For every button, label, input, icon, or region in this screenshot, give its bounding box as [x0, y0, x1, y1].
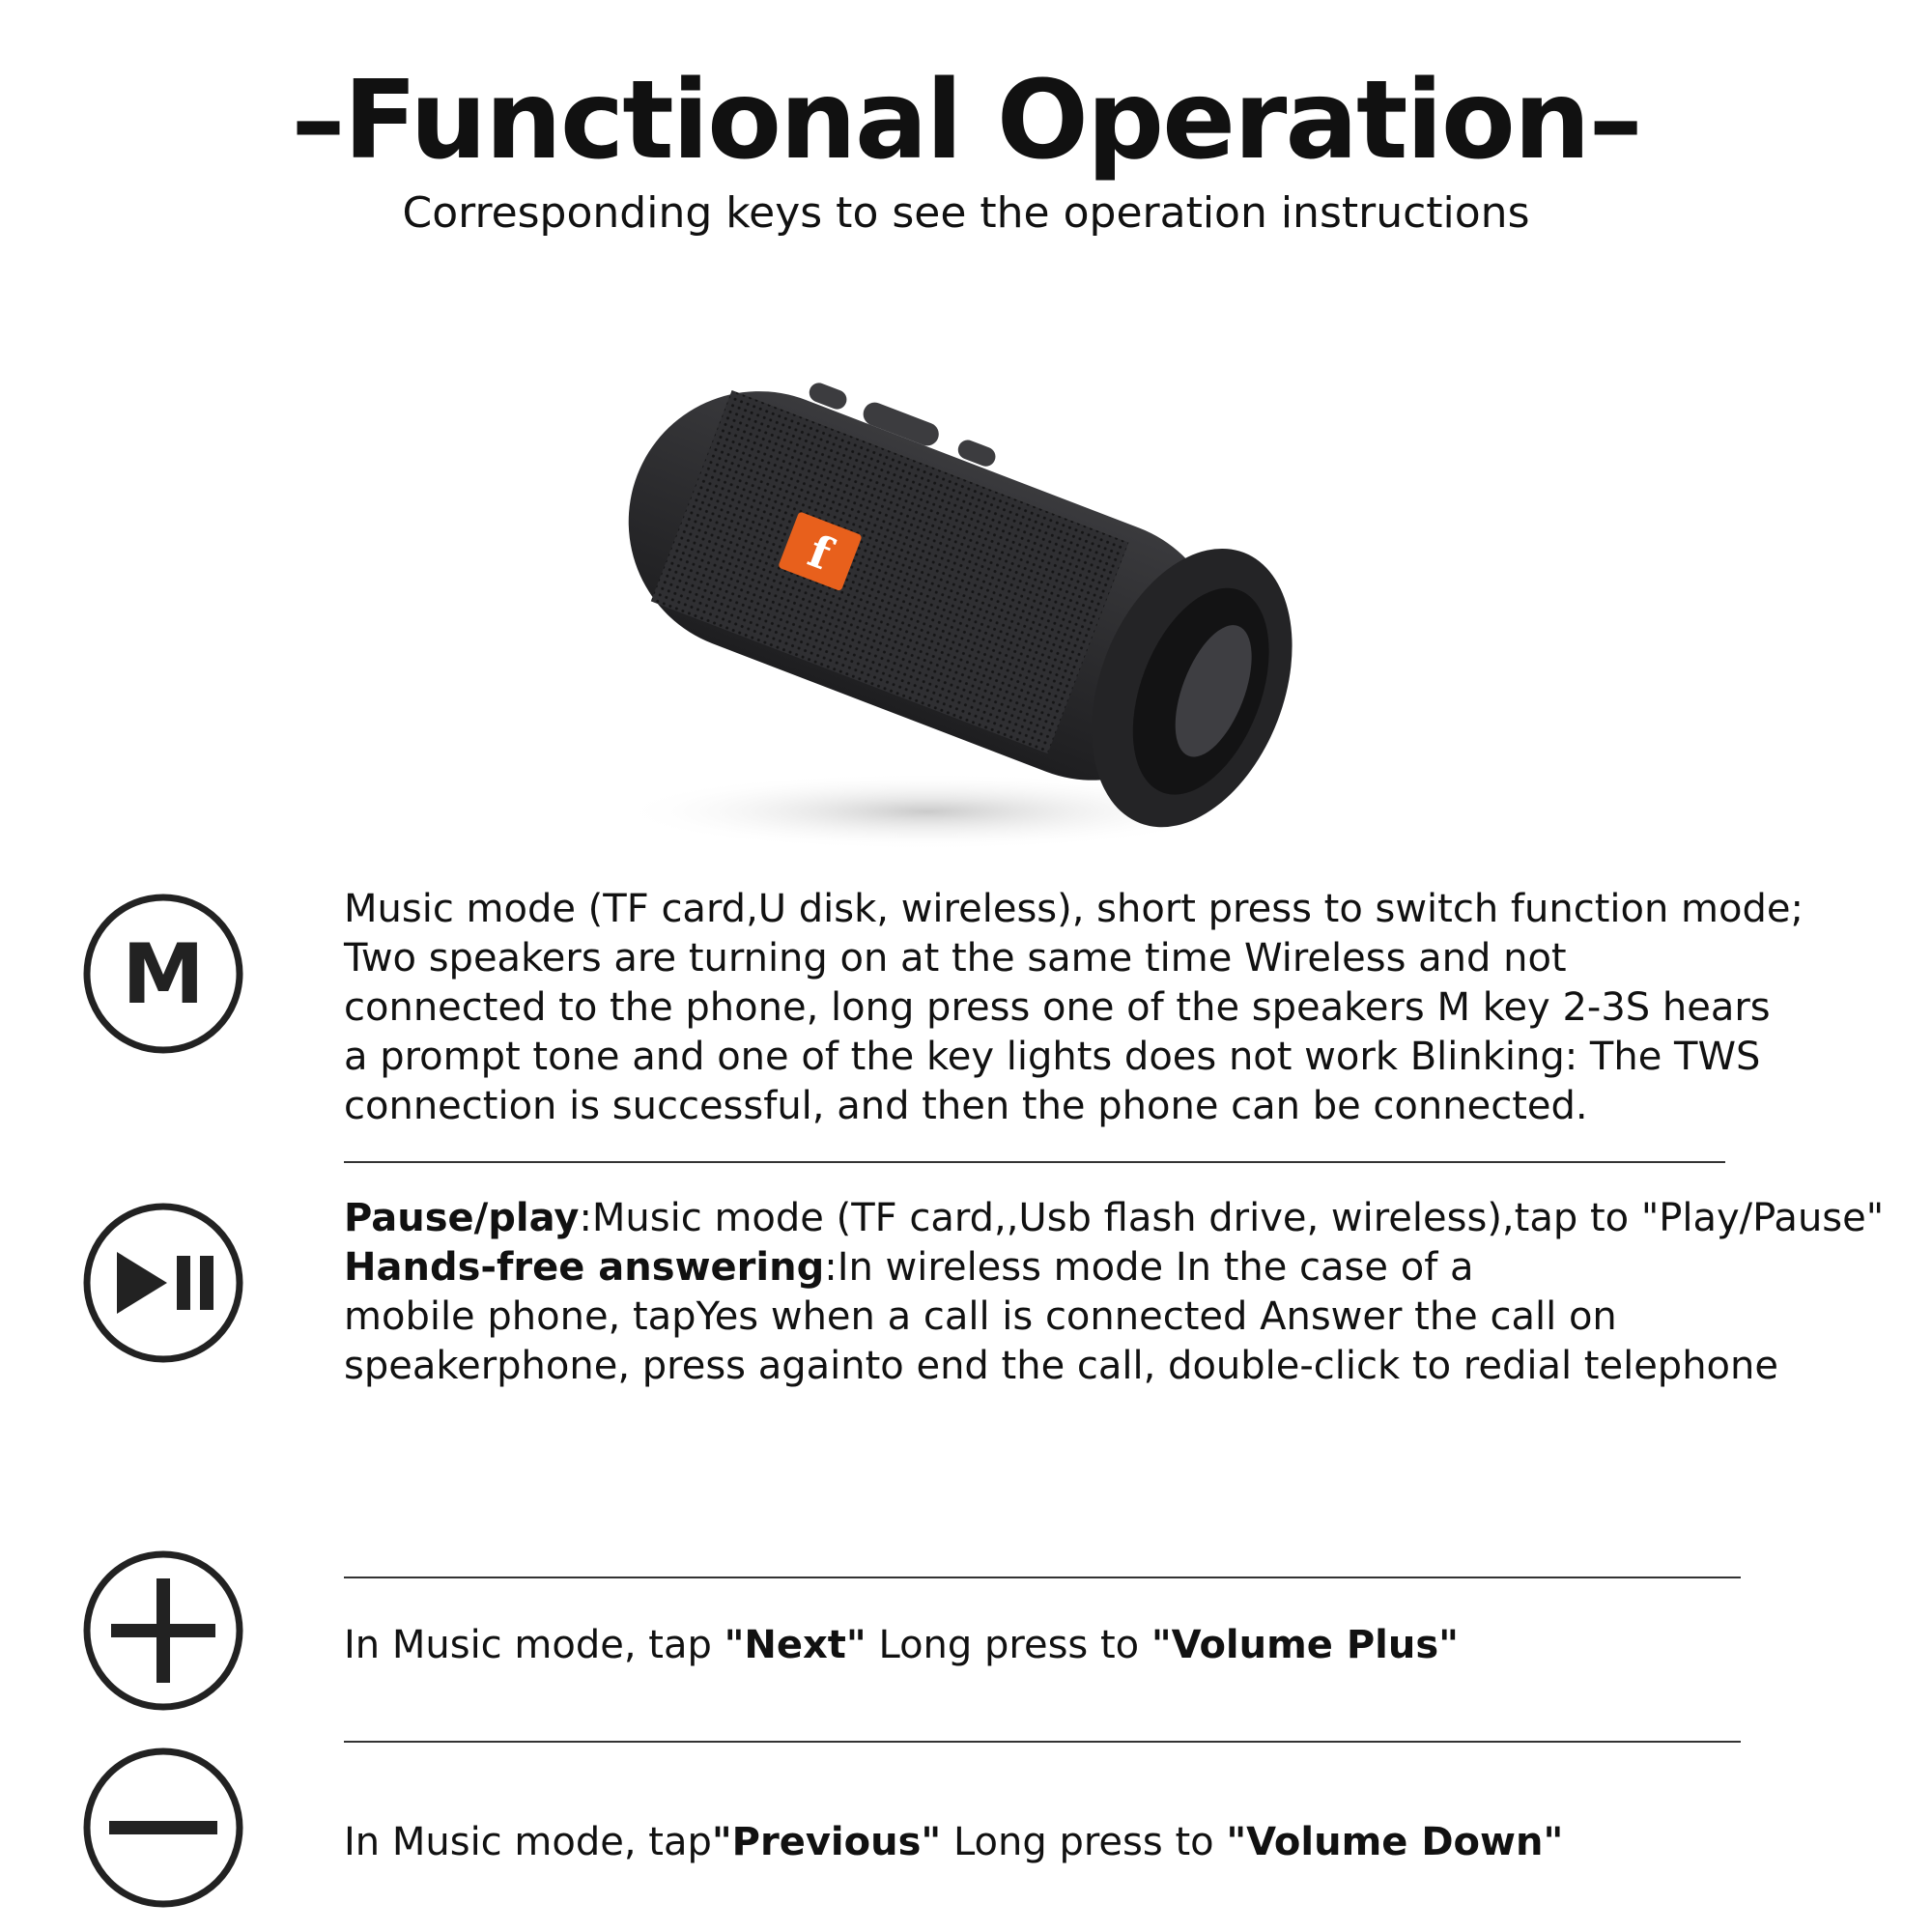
minus-prefix: In Music mode, tap	[344, 1820, 712, 1864]
page-title: –Functional Operation–	[291, 58, 1641, 184]
plus-key-icon	[82, 1549, 244, 1712]
m-key-description	[344, 885, 1804, 1131]
plus-long-action: "Volume Plus"	[1151, 1623, 1460, 1667]
minus-key-icon	[82, 1747, 244, 1909]
minus-key-description	[344, 1820, 1563, 1864]
play-pause-line-2	[344, 1243, 1884, 1293]
plus-key-description	[344, 1623, 1459, 1667]
minus-middle: Long press to	[941, 1820, 1227, 1864]
m-key-line-1: Music mode (TF card,U disk, wireless), short press to switch function mode;	[344, 887, 1804, 931]
m-key-line-2: Two speakers are turning on at the same time Wireless and not	[344, 936, 1567, 980]
m-key-line-5: connection is successful, and then the phone can be connected.	[344, 1084, 1588, 1128]
pause-play-label: Pause/play	[344, 1196, 580, 1240]
m-key-line-3: connected to the phone, long press one of the speakers M key 2-3S hears	[344, 985, 1771, 1030]
m-key-line-4: a prompt tone and one of the key lights does not work Blinking: The TWS	[344, 1035, 1761, 1079]
divider-2	[344, 1577, 1741, 1578]
play-pause-line-1	[344, 1194, 1884, 1243]
m-key-letter: M	[122, 926, 205, 1023]
brand-logo-letter: f	[801, 524, 838, 581]
speaker-illustration	[580, 309, 1314, 869]
play-pause-line-4: speakerphone, press againto end the call, double-click to redial telephone	[344, 1344, 1778, 1388]
plus-tap-action: "Next"	[724, 1623, 867, 1667]
pause-play-text: :Music mode (TF card,,Usb flash drive, wireless),tap to "Play/Pause"	[579, 1196, 1885, 1240]
hands-free-label: Hands-free answering	[344, 1245, 825, 1290]
minus-long-action: "Volume Down"	[1226, 1820, 1564, 1864]
plus-middle: Long press to	[866, 1623, 1151, 1667]
divider-3	[344, 1741, 1741, 1743]
play-pause-line-3: mobile phone, tapYes when a call is connected Answer the call on	[344, 1294, 1617, 1339]
hands-free-text: :In wireless mode In the case of a	[824, 1245, 1474, 1290]
minus-tap-action: "Previous"	[711, 1820, 942, 1864]
play-pause-description	[344, 1194, 1884, 1391]
plus-prefix: In Music mode, tap	[344, 1623, 724, 1667]
page-subtitle: Corresponding keys to see the operation instructions	[402, 188, 1530, 238]
m-key-icon	[82, 893, 244, 1055]
play-pause-icon	[82, 1202, 244, 1364]
divider-1	[344, 1161, 1725, 1163]
